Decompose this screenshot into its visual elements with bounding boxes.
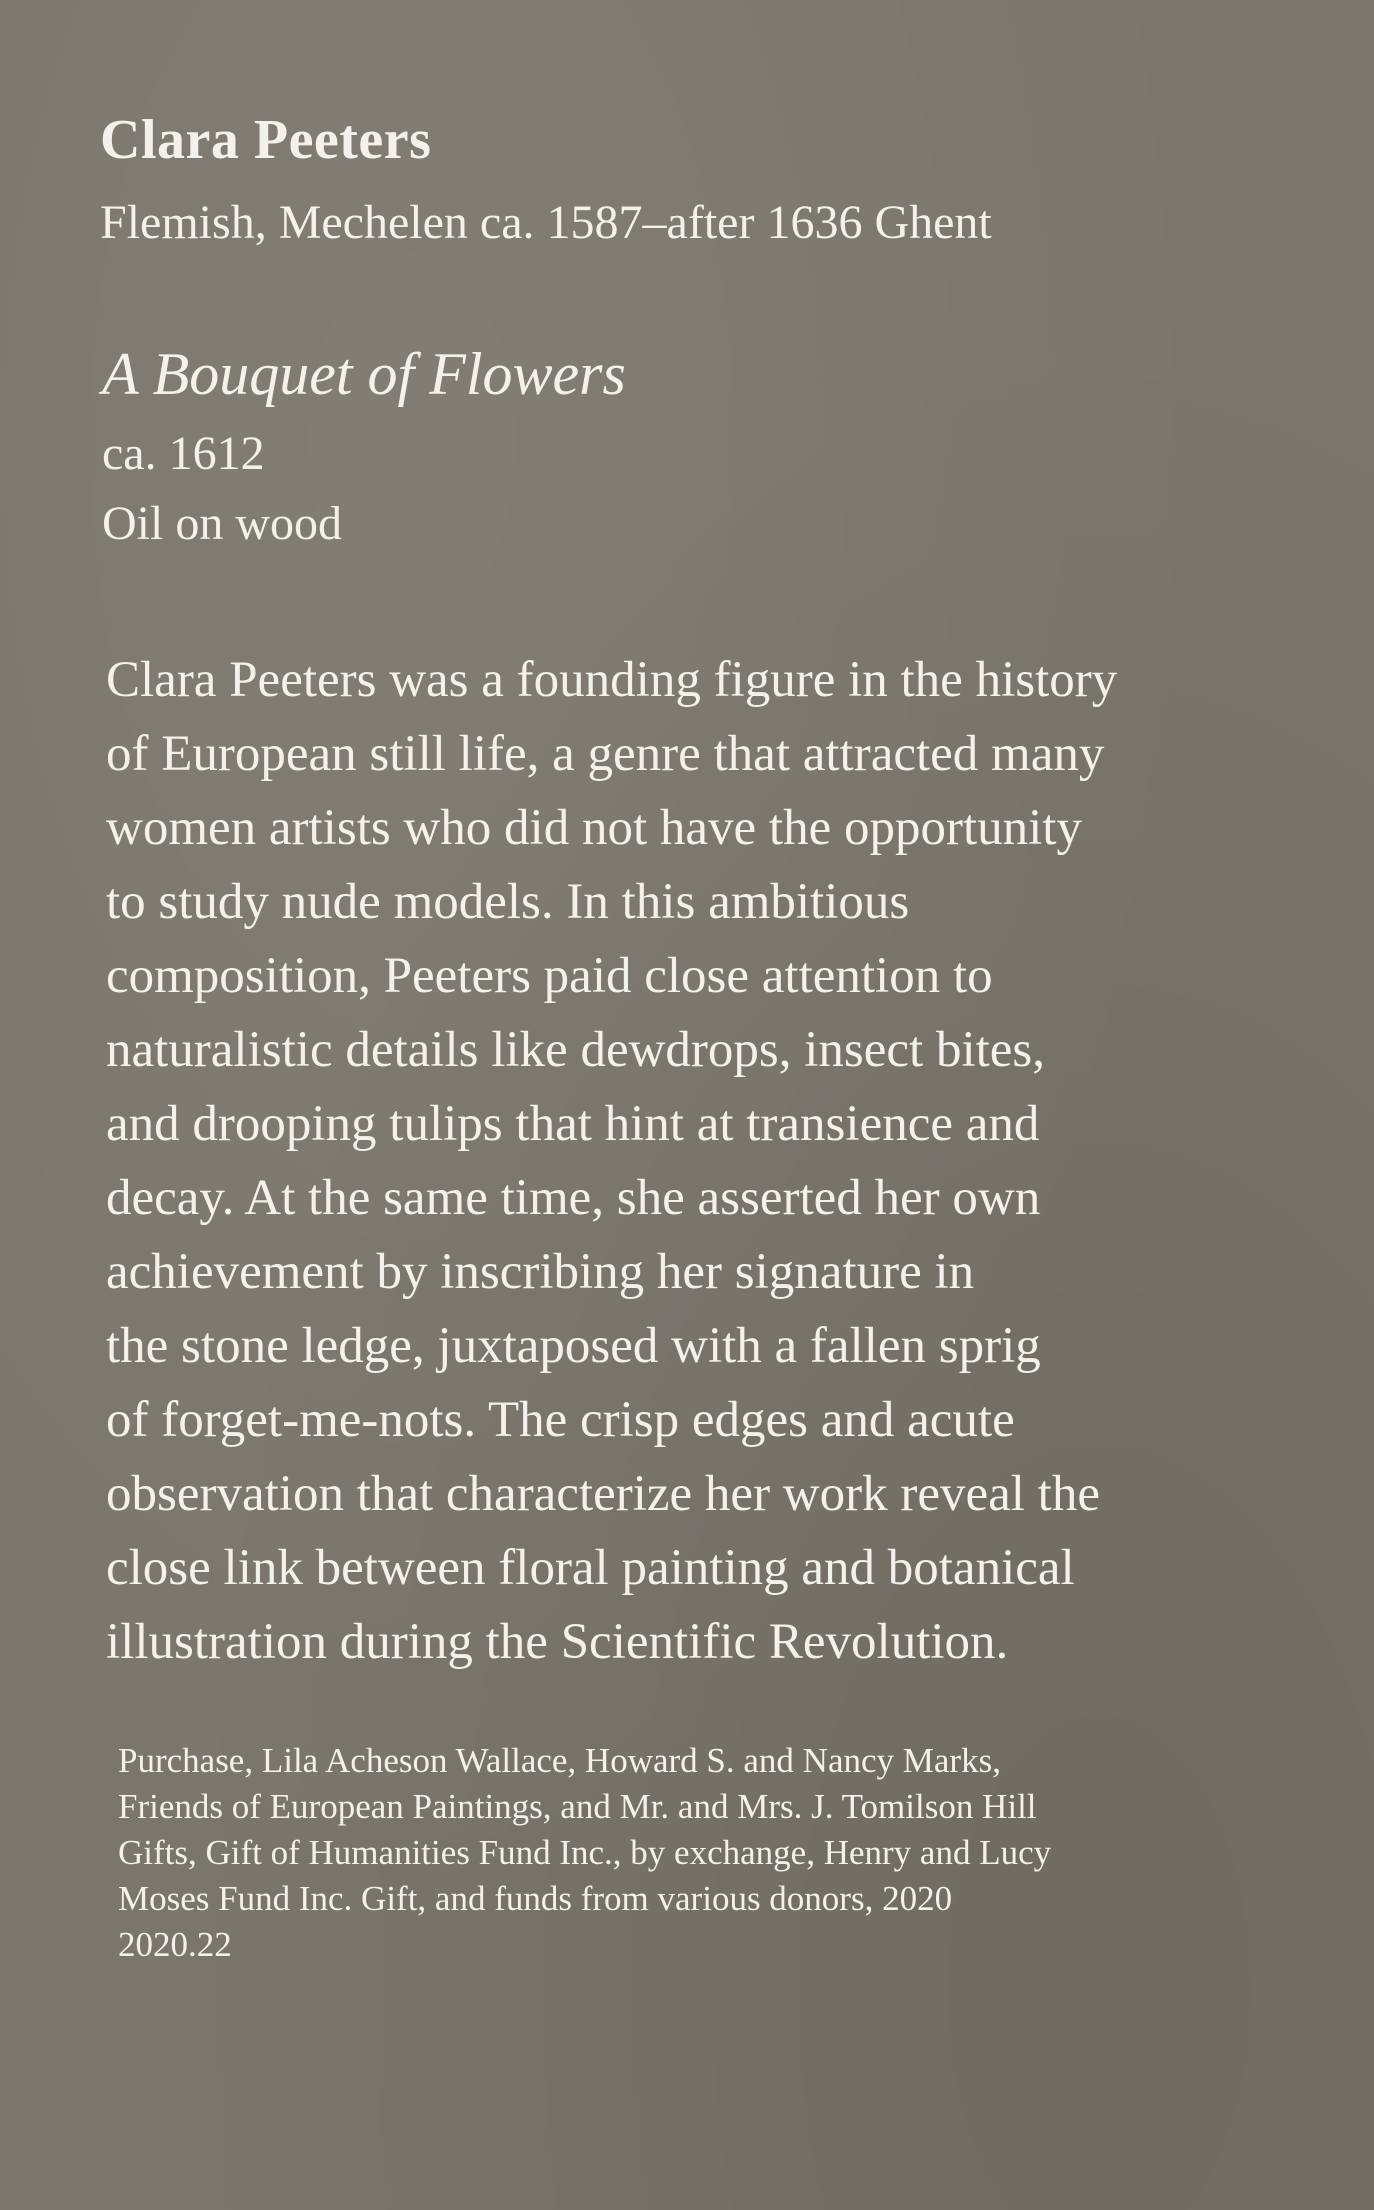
- description-line: Clara Peeters was a founding figure in the history: [106, 652, 1118, 708]
- description-line: close link between floral painting and botanical: [106, 1540, 1075, 1596]
- credit-line: [118, 1738, 1298, 1968]
- artwork-date: ca. 1612: [102, 427, 265, 480]
- credit-text-line: Friends of European Paintings, and Mr. and Mrs. J. Tomilson Hill: [118, 1787, 1037, 1826]
- description-line: decay. At the same time, she asserted her own: [106, 1170, 1041, 1226]
- credit-text-line: Moses Fund Inc. Gift, and funds from various donors, 2020: [118, 1879, 953, 1918]
- description-line: naturalistic details like dewdrops, insect bites,: [106, 1022, 1046, 1078]
- description-line: and drooping tulips that hint at transience and: [106, 1096, 1040, 1152]
- artwork-title: A Bouquet of Flowers: [102, 341, 626, 407]
- accession-number: 2020.22: [118, 1925, 232, 1964]
- description-line: women artists who did not have the opportunity: [106, 800, 1082, 856]
- credit-text-line: Gifts, Gift of Humanities Fund Inc., by exchange, Henry and Lucy: [118, 1833, 1052, 1872]
- description-line: achievement by inscribing her signature in: [106, 1244, 975, 1300]
- description-line: to study nude models. In this ambitious: [106, 874, 910, 930]
- description-line: the stone ledge, juxtaposed with a fallen sprig: [106, 1318, 1041, 1374]
- description-line: observation that characterize her work reveal the: [106, 1466, 1100, 1522]
- description-paragraph: [106, 643, 1306, 1679]
- credit-text-line: Purchase, Lila Acheson Wallace, Howard S. and Nancy Marks,: [118, 1741, 1001, 1780]
- description-line: illustration during the Scientific Revolution.: [106, 1614, 1009, 1670]
- artist-bio: Flemish, Mechelen ca. 1587–after 1636 Ghent: [100, 196, 992, 249]
- artwork-info: [102, 340, 626, 559]
- description-line: of European still life, a genre that attracted many: [106, 726, 1105, 782]
- artist-name: Clara Peeters: [100, 109, 432, 171]
- description-line: composition, Peeters paid close attention to: [106, 948, 993, 1004]
- artwork-medium: Oil on wood: [102, 497, 342, 550]
- description-line: of forget-me-nots. The crisp edges and acute: [106, 1392, 1015, 1448]
